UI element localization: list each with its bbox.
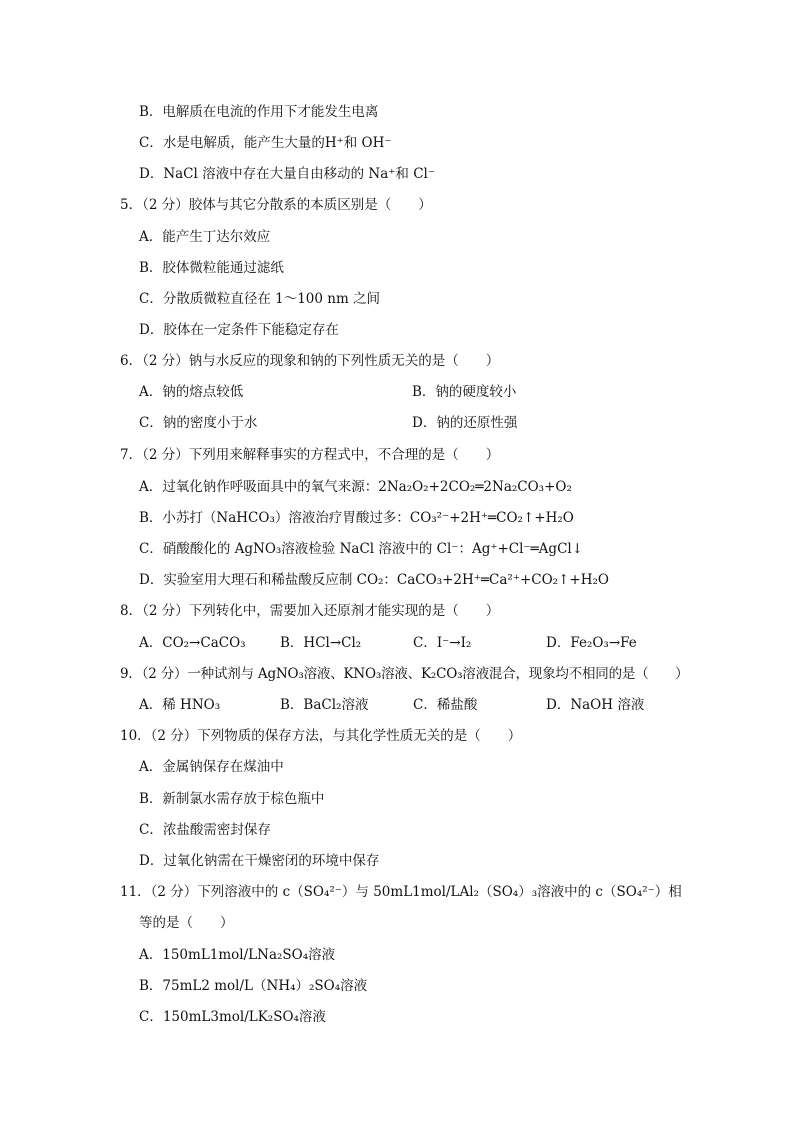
- question-11-option-c: C．150mL3mol/LK₂SO₄溶液: [139, 1009, 326, 1025]
- question-9-option-a: A．稀 HNO₃: [139, 697, 221, 713]
- question-7-option-c: C．硝酸酸化的 AgNO₃溶液检验 NaCl 溶液中的 Cl⁻：Ag⁺+Cl⁻═AgCl↓: [139, 541, 584, 557]
- question-10-option-d: D．过氧化钠需在干燥密闭的环境中保存: [139, 853, 380, 869]
- prev-option-c: C．水是电解质，能产生大量的H⁺和 OH⁻: [139, 135, 392, 151]
- question-9-option-b: B．BaCl₂溶液: [280, 697, 369, 713]
- question-11-option-a: A．150mL1mol/LNa₂SO₄溶液: [139, 947, 336, 963]
- prev-option-b: B．电解质在电流的作用下才能发生电离: [139, 104, 379, 120]
- question-9-option-c: C．稀盐酸: [413, 697, 478, 713]
- question-6-option-a: A．钠的熔点较低: [139, 384, 244, 400]
- question-6-option-b: B．钠的硬度较小: [412, 384, 517, 400]
- question-8-option-a: A．CO₂→CaCO₃: [139, 635, 246, 651]
- question-11-option-b: B．75mL2 mol/L（NH₄）₂SO₄溶液: [139, 978, 368, 994]
- question-9-option-d: D．NaOH 溶液: [546, 697, 645, 713]
- question-7-stem: 7．（2 分）下列用来解释事实的方程式中，不合理的是（ ）: [120, 447, 500, 463]
- question-10-option-c: C．浓盐酸需密封保存: [139, 822, 271, 838]
- question-8-option-d: D．Fe₂O₃→Fe: [546, 635, 637, 651]
- question-5-stem: 5．（2 分）胶体与其它分散系的本质区别是（ ）: [120, 197, 432, 213]
- question-7-option-d: D．实验室用大理石和稀盐酸反应制 CO₂：CaCO₃+2H⁺═Ca²⁺+CO₂↑+H₂O: [139, 572, 609, 588]
- question-5-option-a: A．能产生丁达尔效应: [139, 229, 271, 245]
- question-10-option-a: A．金属钠保存在煤油中: [139, 759, 284, 775]
- question-7-option-a: A．过氧化钠作呼吸面具中的氧气来源：2Na₂O₂+2CO₂═2Na₂CO₃+O₂: [139, 479, 572, 495]
- prev-option-d: D．NaCl 溶液中存在大量自由移动的 Na⁺和 Cl⁻: [139, 166, 435, 182]
- question-8-option-c: C．I⁻→I₂: [413, 635, 472, 651]
- question-8-option-b: B．HCl→Cl₂: [280, 635, 362, 651]
- question-10-option-b: B．新制氯水需存放于棕色瓶中: [139, 791, 325, 807]
- question-6-option-d: D．钠的还原性强: [412, 415, 518, 431]
- question-10-stem: 10．（2 分）下列物质的保存方法，与其化学性质无关的是（ ）: [120, 728, 522, 744]
- question-8-stem: 8．（2 分）下列转化中，需要加入还原剂才能实现的是（ ）: [120, 603, 500, 619]
- question-9-stem: 9．（2 分）一种试剂与 AgNO₃溶液、KNO₃溶液、K₂CO₃溶液混合，现象均不相同的是（ ）: [120, 666, 689, 682]
- question-6-option-c: C．钠的密度小于水: [139, 415, 258, 431]
- question-11-stem: 11．（2 分）下列溶液中的 c（SO₄²⁻）与 50mL1mol/LAl₂（SO₄）₃溶液中的 c（SO₄²⁻）相: [120, 884, 682, 900]
- question-5-option-d: D．胶体在一定条件下能稳定存在: [139, 322, 339, 338]
- question-11-stem-continuation: 等的是（ ）: [139, 915, 234, 931]
- question-5-option-c: C．分散质微粒直径在 1～100 nm 之间: [139, 291, 381, 307]
- question-7-option-b: B．小苏打（NaHCO₃）溶液治疗胃酸过多：CO₃²⁻+2H⁺═CO₂↑+H₂O: [139, 510, 574, 526]
- question-6-stem: 6．（2 分）钠与水反应的现象和钠的下列性质无关的是（ ）: [120, 353, 500, 369]
- question-5-option-b: B．胶体微粒能通过滤纸: [139, 260, 284, 276]
